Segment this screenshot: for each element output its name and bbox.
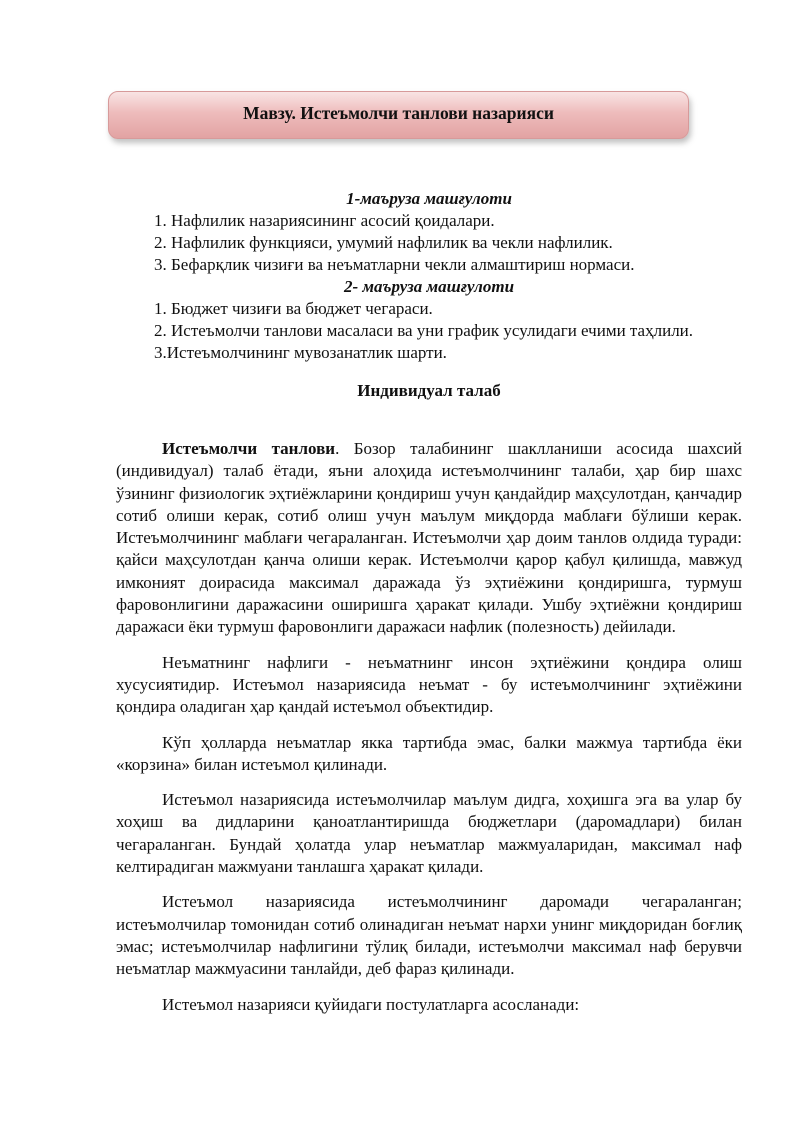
- lecture1-item-1: 1. Нафлилик назариясининг асосий қоидалари.: [154, 211, 495, 230]
- lecture1-item-3: 3. Бефарқлик чизиғи ва неъматларни чекли алмаштириш нормаси.: [154, 255, 635, 274]
- lecture2-item-3: 3.Истеъмолчининг мувозанатлик шарти.: [154, 343, 447, 362]
- lecture2-item-1: 1. Бюджет чизиғи ва бюджет чегараси.: [154, 299, 433, 318]
- title-banner: [108, 91, 689, 139]
- lecture2-heading: 2- маъруза машғулоти: [343, 277, 515, 296]
- lecture1-item-2: 2. Нафлилик функцияси, умумий нафлилик ва чекли нафлилик.: [154, 233, 613, 252]
- paragraph-4: Истеъмол назариясида истеъмолчилар маълум дидга, хоҳишга эга ва улар бу хоҳиш ва дидларини қаноатлантиришда бюджетлари (даромадлари) билан чегараланган. Бундай ҳолатда улар неъматлар мажмуаларидан, максимал наф келтирадиган мажмуани танлашга ҳаракат қилади.: [116, 790, 742, 877]
- document-body: [116, 188, 742, 412]
- paragraph-3: Кўп ҳолларда неъматлар якка тартибда эмас, балки мажмуа тартибда ёки «корзина» билан истеъмол қилинади.: [116, 732, 742, 774]
- lecture2-item-2: 2. Истеъмолчи танлови масаласи ва уни график усулидаги ечими таҳлили.: [154, 321, 694, 340]
- term-consumer-choice: Истеъмолчи танлови: [162, 439, 336, 458]
- paragraph-1-text: . Бозор талабининг шаклланиши асосида шахсий (индивидуал) талаб ётади, яъни алоҳида истеъмолчининг талаби, ҳар бир шахс ўзининг физиологик эҳтиёжларини қондириш учун қандайдир маҳсулотдан, қанчадир сотиб олиши керак, сотиб олиш учун маълум миқдорда маблағи бўлиши керак. Истеъмолчининг маблағи чегараланган. Истеъмолчи ҳар доим танлов олдида туради: қайси маҳсулотдан қанча олиши керак. Истеъмолчи қарор қабул қилишда, мавжуд имконият доирасида максимал даражада ўз эҳтиёжини қондиришга, турмуш фаровонлигини даражасини оширишга ҳаракат қилади. Ушбу эҳтиёжни қондириш даражаси ёки турмуш фаровонлиги даражаси нафлик (полезность) дейилади.: [116, 439, 743, 637]
- paragraph-2: Неъматнинг нафлиги - неъматнинг инсон эҳтиёжини қондира олиш хусусиятидир. Истеъмол назариясида неъмат - бу истеъмолчининг эҳтиёжини қондира оладиган ҳар қандай истеъмол объектидир.: [116, 652, 742, 717]
- paragraph-6: Истеъмол назарияси қуйидаги постулатларга асосланади:: [162, 994, 580, 1014]
- section-paragraphs: [116, 438, 742, 1016]
- paragraph-1: [116, 438, 742, 639]
- paragraph-5: Истеъмол назариясида истеъмолчининг даромади чегараланган; истеъмолчилар томонидан сотиб олинадиган неъмат нархи унинг миқдоридан боғлиқ эмас; истеъмолчилар нафлигини тўлиқ билади, истеъмолчи максимал наф берувчи неъматлар мажмуасини танлайди, деб фараз қилинади.: [116, 892, 742, 979]
- section-title: Индивидуал талаб: [357, 381, 501, 400]
- lecture1-heading: 1-маъруза машғулоти: [346, 189, 512, 208]
- page-title: Мавзу. Истеъмолчи танлови назарияси: [243, 103, 554, 123]
